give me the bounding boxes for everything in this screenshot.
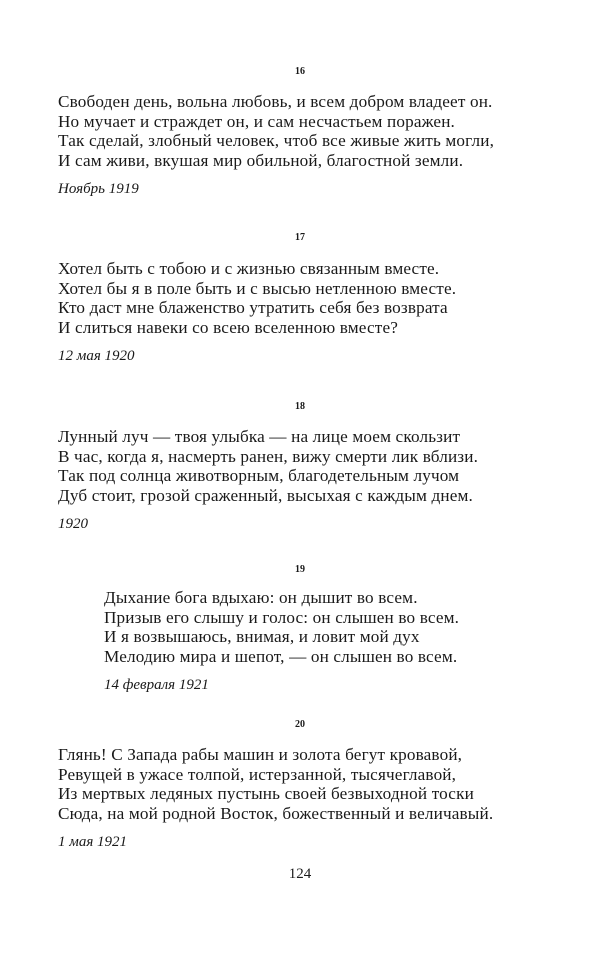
poem-line: И слиться навеки со всею вселенною вместе? xyxy=(58,317,399,337)
poem-line: Дуб стоит, грозой сраженный, высыхая с каждым днем. xyxy=(58,485,473,505)
poem-line: И я возвышаюсь, внимая, и ловит мой дух xyxy=(104,627,420,646)
poem-line: Из мертвых ледяных пустынь своей безвыходной тоски xyxy=(58,784,474,803)
poem-line: Призыв его слышу и голос: он слышен во всем. xyxy=(104,607,460,627)
poem-line: И сам живи, вкушая мир обильной, благостной земли. xyxy=(58,150,464,170)
poem-line: Хотел бы я в поле быть и с высью нетленною вместе. xyxy=(58,278,457,298)
poem-date: 12 мая 1920 xyxy=(58,348,135,364)
poem xyxy=(58,745,578,851)
poem-line: Лунный луч — твоя улыбка — на лице моем скользит xyxy=(58,427,461,446)
poem-date: 1920 xyxy=(58,516,88,532)
poem-line: Так под солнца животворным, благодетельным лучом xyxy=(58,466,460,485)
poem-number: 17 xyxy=(295,232,305,243)
poem xyxy=(58,427,578,533)
poem-line: Глянь! С Запада рабы машин и золота бегут кровавой, xyxy=(58,745,463,764)
poem-date: Ноябрь 1919 xyxy=(58,181,139,197)
poem xyxy=(58,259,578,365)
poem-line: Ревущей в ужасе толпой, истерзанной, тысячеглавой, xyxy=(58,764,457,784)
poem-number: 19 xyxy=(295,564,305,575)
poem-date: 14 февраля 1921 xyxy=(104,677,209,693)
poem-line: Но мучает и страждет он, и сам несчастьем поражен. xyxy=(58,111,456,131)
poem-line: Сюда, на мой родной Восток, божественный и величавый. xyxy=(58,803,494,823)
poem-line: Хотел быть с тобою и с жизнью связанным вместе. xyxy=(58,259,440,278)
poem-number: 16 xyxy=(295,66,305,77)
poem-line: Дыхание бога вдыхаю: он дышит во всем. xyxy=(104,588,418,607)
poem-line: Так сделай, злобный человек, чтоб все живые жить могли, xyxy=(58,131,495,150)
poem-number: 20 xyxy=(295,719,305,730)
page-number: 124 xyxy=(288,866,312,882)
poem-line: Мелодию мира и шепот, — он слышен во всем. xyxy=(104,646,458,666)
poem-line: Свободен день, вольна любовь, и всем добром владеет он. xyxy=(58,92,493,111)
poem-date: 1 мая 1921 xyxy=(58,834,128,850)
poem xyxy=(58,92,578,198)
poem-line: В час, когда я, насмерть ранен, вижу смерти лик вблизи. xyxy=(58,446,479,466)
poem-number: 18 xyxy=(295,401,305,412)
poem-line: Кто даст мне блаженство утратить себя без возврата xyxy=(58,298,448,317)
poem xyxy=(104,588,584,694)
